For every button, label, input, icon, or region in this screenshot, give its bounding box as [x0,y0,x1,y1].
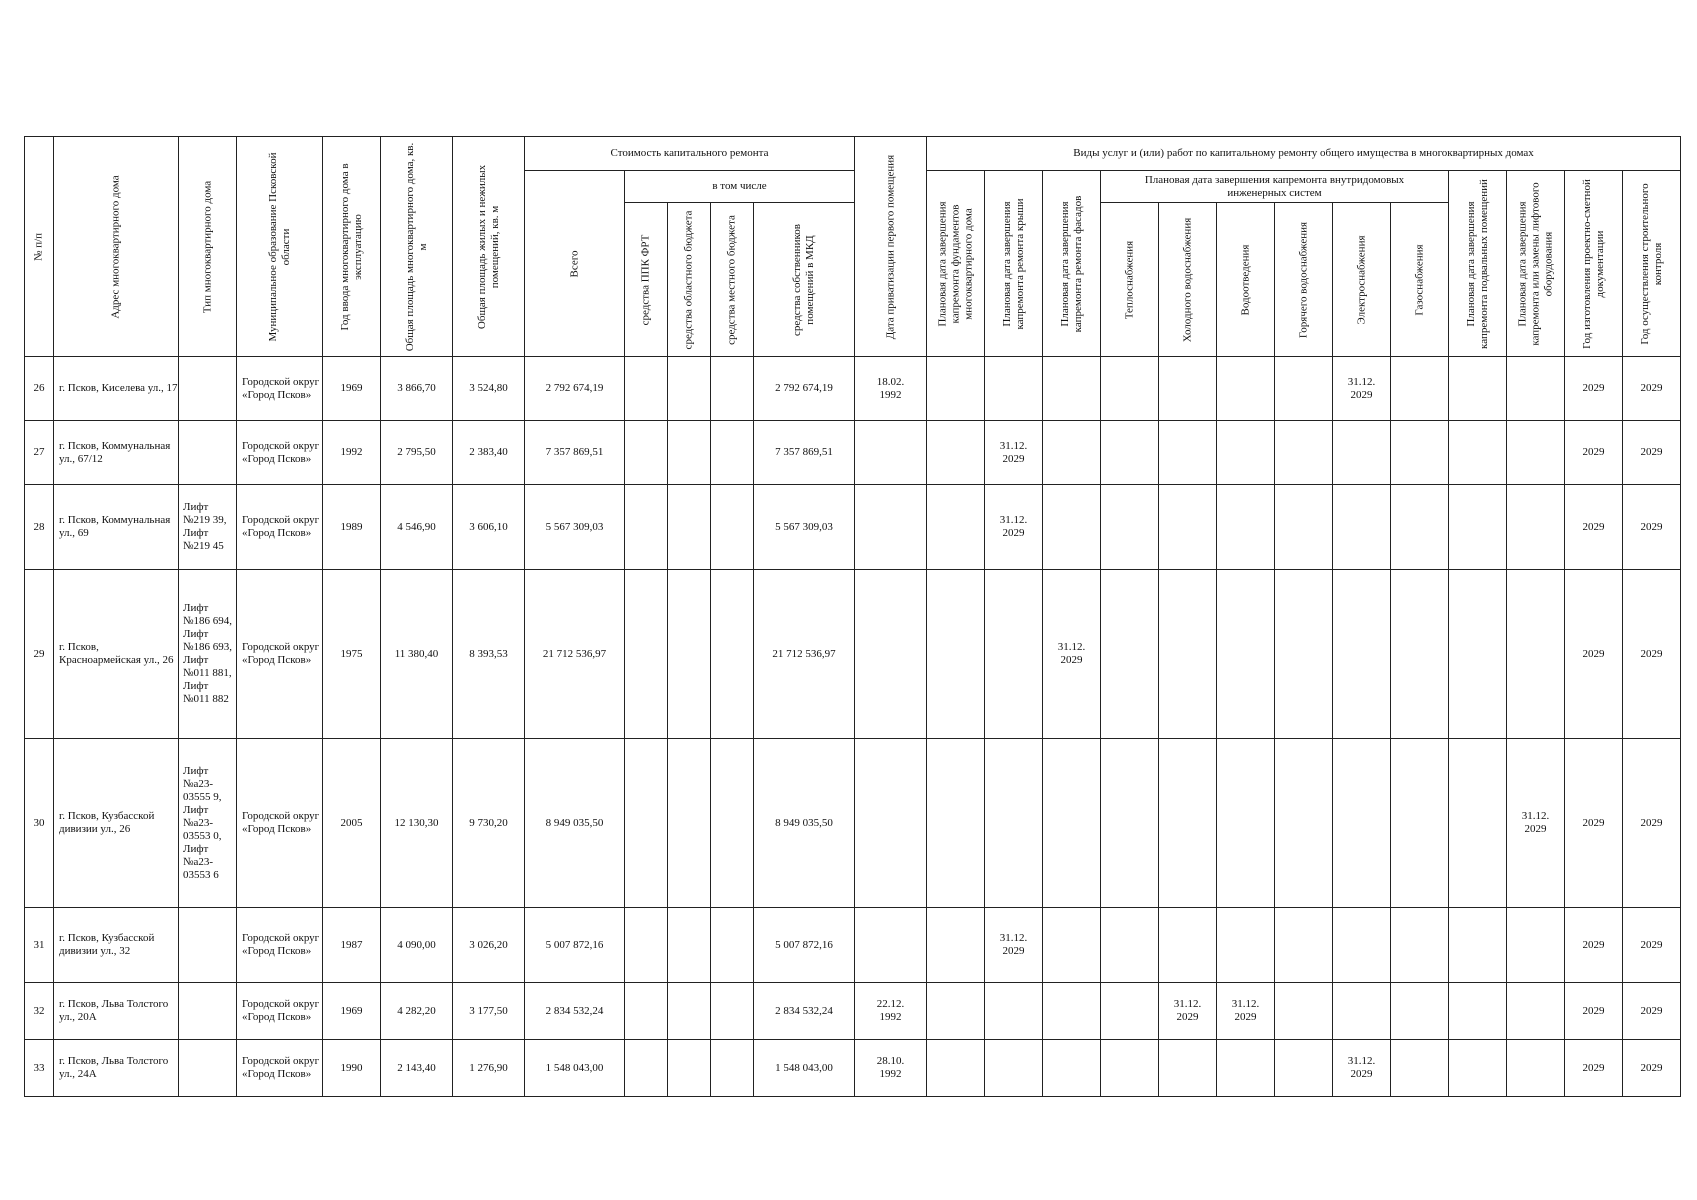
cell-roof: 31.12. 2029 [985,485,1043,570]
cell-addr: г. Псков, Киселева ул., 17 [54,357,179,421]
cell-design-year: 2029 [1565,983,1623,1040]
cell-sewage [1217,357,1275,421]
cell-basement [1449,983,1507,1040]
cell-type [179,908,237,983]
cell-hot-water [1275,1040,1333,1097]
cell-year: 1975 [323,570,381,739]
cell-gas [1391,1040,1449,1097]
table-row [25,421,1681,485]
cell-num: 31 [25,908,54,983]
cell-muni: Городской округ «Город Псков» [237,485,323,570]
cell-total-cost: 5 007 872,16 [525,908,625,983]
cell-privatization: 28.10. 1992 [855,1040,927,1097]
cell-facade [1043,357,1101,421]
cell-facade [1043,1040,1101,1097]
cell-total-area: 11 380,40 [381,570,453,739]
cell-frt [625,1040,668,1097]
col-frt: средства ППК ФРТ [625,203,668,357]
cell-frt [625,421,668,485]
cell-design-year: 2029 [1565,421,1623,485]
cell-foundation [927,570,985,739]
col-cold-water: Холодного водоснабжения [1159,203,1217,357]
cell-year: 2005 [323,739,381,908]
cell-owners: 5 007 872,16 [754,908,855,983]
cell-facade: 31.12. 2029 [1043,570,1101,739]
cell-facade [1043,739,1101,908]
cell-total-cost: 1 548 043,00 [525,1040,625,1097]
cell-local [711,739,754,908]
table-body [25,357,1681,1097]
cell-total-cost: 7 357 869,51 [525,421,625,485]
cell-living-area: 2 383,40 [453,421,525,485]
cell-cold-water [1159,485,1217,570]
cell-design-year: 2029 [1565,357,1623,421]
cell-frt [625,983,668,1040]
col-facade: Плановая дата завершения капремонта ремонта фасадов [1043,171,1101,357]
cell-frt [625,570,668,739]
cell-addr: г. Псков, Кузбасской дивизии ул., 32 [54,908,179,983]
cell-roof: 31.12. 2029 [985,908,1043,983]
cell-sewage [1217,570,1275,739]
cell-roof [985,357,1043,421]
cell-elevator: 31.12. 2029 [1507,739,1565,908]
col-num: № п/п [25,137,54,357]
col-heating: Теплоснабжения [1101,203,1159,357]
table-row [25,485,1681,570]
cell-elevator [1507,570,1565,739]
cell-cold-water [1159,421,1217,485]
cell-total-area: 4 282,20 [381,983,453,1040]
col-sewage: Водоотведения [1217,203,1275,357]
cell-basement [1449,357,1507,421]
cell-muni: Городской округ «Город Псков» [237,570,323,739]
cell-hot-water [1275,983,1333,1040]
cell-sewage: 31.12. 2029 [1217,983,1275,1040]
cell-addr: г. Псков, Красноармейская ул., 26 [54,570,179,739]
cell-basement [1449,1040,1507,1097]
cell-foundation [927,485,985,570]
cell-cold-water [1159,908,1217,983]
cell-num: 30 [25,739,54,908]
cell-hot-water [1275,739,1333,908]
cell-muni: Городской округ «Город Псков» [237,908,323,983]
cell-total-area: 12 130,30 [381,739,453,908]
cell-electricity [1333,983,1391,1040]
cell-design-year: 2029 [1565,570,1623,739]
cell-control-year: 2029 [1623,908,1681,983]
cell-elevator [1507,1040,1565,1097]
cell-total-area: 2 143,40 [381,1040,453,1097]
cell-privatization [855,570,927,739]
cell-type [179,357,237,421]
cell-total-area: 3 866,70 [381,357,453,421]
cell-cold-water: 31.12. 2029 [1159,983,1217,1040]
cell-cold-water [1159,570,1217,739]
col-foundation: Плановая дата завершения капремонта фундаментов многоквартирного дома [927,171,985,357]
cell-sewage [1217,421,1275,485]
col-electricity: Электроснабжения [1333,203,1391,357]
cell-roof: 31.12. 2029 [985,421,1043,485]
cell-heating [1101,983,1159,1040]
cell-privatization [855,908,927,983]
cell-elevator [1507,421,1565,485]
cell-foundation [927,908,985,983]
engineering-group-header: Плановая дата завершения капремонта внутридомовых инженерных систем [1101,171,1449,203]
col-basement: Плановая дата завершения капремонта подвальных помещений [1449,171,1507,357]
cell-heating [1101,739,1159,908]
cell-electricity [1333,739,1391,908]
cell-local [711,908,754,983]
cell-muni: Городской округ «Город Псков» [237,357,323,421]
cell-regional [668,739,711,908]
col-regional: средства областного бюджета [668,203,711,357]
cell-living-area: 3 524,80 [453,357,525,421]
cell-num: 32 [25,983,54,1040]
col-local: средства местного бюджета [711,203,754,357]
cell-owners: 7 357 869,51 [754,421,855,485]
cell-electricity [1333,570,1391,739]
cell-sewage [1217,908,1275,983]
cell-elevator [1507,983,1565,1040]
cell-sewage [1217,485,1275,570]
cell-control-year: 2029 [1623,421,1681,485]
cell-type [179,1040,237,1097]
cell-regional [668,908,711,983]
works-group-header: Виды услуг и (или) работ по капитальному ремонту общего имущества в многоквартирных домах [927,137,1681,171]
cell-regional [668,485,711,570]
capital-repair-table [24,136,1681,1097]
cell-electricity: 31.12. 2029 [1333,1040,1391,1097]
cell-hot-water [1275,485,1333,570]
cell-design-year: 2029 [1565,908,1623,983]
cell-type: Лифт №а23-03555 9, Лифт №а23-03553 0, Лифт №а23-03553 6 [179,739,237,908]
cell-gas [1391,357,1449,421]
cell-muni: Городской округ «Город Псков» [237,983,323,1040]
cell-heating [1101,1040,1159,1097]
col-address: Адрес многоквартирного дома [54,137,179,357]
cell-electricity [1333,485,1391,570]
cell-addr: г. Псков, Коммунальная ул., 69 [54,485,179,570]
col-owners: средства собственников помещений в МКД [754,203,855,357]
cell-living-area: 9 730,20 [453,739,525,908]
cell-heating [1101,908,1159,983]
cell-gas [1391,739,1449,908]
cell-elevator [1507,357,1565,421]
cell-sewage [1217,739,1275,908]
cell-muni: Городской округ «Город Псков» [237,421,323,485]
cell-living-area: 8 393,53 [453,570,525,739]
cell-local [711,570,754,739]
col-total-cost: Всего [525,171,625,357]
cell-gas [1391,908,1449,983]
cell-gas [1391,421,1449,485]
cell-frt [625,357,668,421]
cell-roof [985,739,1043,908]
cell-design-year: 2029 [1565,485,1623,570]
cell-regional [668,570,711,739]
cell-basement [1449,570,1507,739]
cell-basement [1449,421,1507,485]
cell-privatization [855,421,927,485]
cell-heating [1101,485,1159,570]
cell-control-year: 2029 [1623,570,1681,739]
cell-cold-water [1159,1040,1217,1097]
cell-regional [668,1040,711,1097]
cell-control-year: 2029 [1623,983,1681,1040]
cell-heating [1101,570,1159,739]
cell-facade [1043,983,1101,1040]
table-row [25,570,1681,739]
cell-regional [668,357,711,421]
cell-frt [625,908,668,983]
cell-type [179,983,237,1040]
table-row [25,357,1681,421]
cell-total-cost: 2 792 674,19 [525,357,625,421]
cell-type: Лифт №219 39, Лифт №219 45 [179,485,237,570]
cell-year: 1969 [323,983,381,1040]
cell-roof [985,570,1043,739]
cell-total-area: 4 546,90 [381,485,453,570]
col-house-type: Тип многоквартирного дома [179,137,237,357]
cell-privatization: 18.02. 1992 [855,357,927,421]
cell-addr: г. Псков, Кузбасской дивизии ул., 26 [54,739,179,908]
cell-local [711,357,754,421]
cell-sewage [1217,1040,1275,1097]
cell-hot-water [1275,357,1333,421]
cell-owners: 8 949 035,50 [754,739,855,908]
cell-cold-water [1159,739,1217,908]
cell-privatization [855,739,927,908]
cell-total-cost: 5 567 309,03 [525,485,625,570]
cell-local [711,1040,754,1097]
table-row [25,739,1681,908]
cell-total-cost: 2 834 532,24 [525,983,625,1040]
cell-num: 33 [25,1040,54,1097]
table-row [25,908,1681,983]
cell-control-year: 2029 [1623,1040,1681,1097]
cell-foundation [927,1040,985,1097]
col-design-year: Год изготовления проектно-сметной документации [1565,171,1623,357]
cell-num: 26 [25,357,54,421]
cell-control-year: 2029 [1623,739,1681,908]
cell-hot-water [1275,570,1333,739]
cell-living-area: 3 177,50 [453,983,525,1040]
capital-repair-table-page [24,136,1681,1097]
cell-electricity [1333,908,1391,983]
cell-addr: г. Псков, Льва Толстого ул., 24А [54,1040,179,1097]
cell-elevator [1507,908,1565,983]
cell-owners: 2 834 532,24 [754,983,855,1040]
cell-num: 27 [25,421,54,485]
cell-owners: 5 567 309,03 [754,485,855,570]
cell-electricity: 31.12. 2029 [1333,357,1391,421]
cell-type: Лифт №186 694, Лифт №186 693, Лифт №011 881, Лифт №011 882 [179,570,237,739]
cell-control-year: 2029 [1623,357,1681,421]
cell-control-year: 2029 [1623,485,1681,570]
cell-year: 1987 [323,908,381,983]
cell-hot-water [1275,908,1333,983]
cell-owners: 2 792 674,19 [754,357,855,421]
cell-roof [985,1040,1043,1097]
cell-basement [1449,908,1507,983]
cell-year: 1989 [323,485,381,570]
cell-total-cost: 21 712 536,97 [525,570,625,739]
cell-frt [625,485,668,570]
cost-group-header: Стоимость капитального ремонта [525,137,855,171]
col-elevator: Плановая дата завершения капремонта или замены лифтового оборудования [1507,171,1565,357]
cell-living-area: 1 276,90 [453,1040,525,1097]
cell-muni: Городской округ «Город Псков» [237,1040,323,1097]
cell-addr: г. Псков, Коммунальная ул., 67/12 [54,421,179,485]
cell-frt [625,739,668,908]
including-header: в том числе [625,171,855,203]
cell-owners: 1 548 043,00 [754,1040,855,1097]
cell-year: 1969 [323,357,381,421]
cell-regional [668,421,711,485]
cell-local [711,421,754,485]
cell-hot-water [1275,421,1333,485]
cell-design-year: 2029 [1565,739,1623,908]
cell-local [711,983,754,1040]
cell-living-area: 3 026,20 [453,908,525,983]
col-privatization: Дата приватизации первого помещения [855,137,927,357]
cell-heating [1101,421,1159,485]
cell-total-cost: 8 949 035,50 [525,739,625,908]
cell-total-area: 4 090,00 [381,908,453,983]
cell-living-area: 3 606,10 [453,485,525,570]
cell-gas [1391,485,1449,570]
cell-addr: г. Псков, Льва Толстого ул., 20А [54,983,179,1040]
cell-owners: 21 712 536,97 [754,570,855,739]
cell-year: 1992 [323,421,381,485]
cell-num: 29 [25,570,54,739]
cell-heating [1101,357,1159,421]
cell-basement [1449,485,1507,570]
cell-privatization: 22.12. 1992 [855,983,927,1040]
col-roof: Плановая дата завершения капремонта ремонта крыши [985,171,1043,357]
cell-foundation [927,421,985,485]
cell-privatization [855,485,927,570]
cell-electricity [1333,421,1391,485]
cell-facade [1043,485,1101,570]
cell-muni: Городской округ «Город Псков» [237,739,323,908]
cell-foundation [927,357,985,421]
cell-year: 1990 [323,1040,381,1097]
col-gas: Газоснабжения [1391,203,1449,357]
cell-num: 28 [25,485,54,570]
col-municipality: Муниципальное образование Псковской области [237,137,323,357]
cell-basement [1449,739,1507,908]
table-header [25,137,1681,357]
col-year: Год ввода многоквартирного дома в эксплуатацию [323,137,381,357]
table-row [25,983,1681,1040]
cell-design-year: 2029 [1565,1040,1623,1097]
col-control-year: Год осуществления строительного контроля [1623,171,1681,357]
cell-foundation [927,983,985,1040]
col-total-area: Общая площадь многоквартирного дома, кв. м [381,137,453,357]
cell-type [179,421,237,485]
cell-roof [985,983,1043,1040]
cell-facade [1043,908,1101,983]
table-row [25,1040,1681,1097]
cell-local [711,485,754,570]
col-hot-water: Горячего водоснабжения [1275,203,1333,357]
cell-elevator [1507,485,1565,570]
cell-cold-water [1159,357,1217,421]
col-living-area: Общая площадь жилых и нежилых помещений, кв. м [453,137,525,357]
cell-gas [1391,570,1449,739]
cell-foundation [927,739,985,908]
cell-gas [1391,983,1449,1040]
cell-facade [1043,421,1101,485]
cell-regional [668,983,711,1040]
cell-total-area: 2 795,50 [381,421,453,485]
